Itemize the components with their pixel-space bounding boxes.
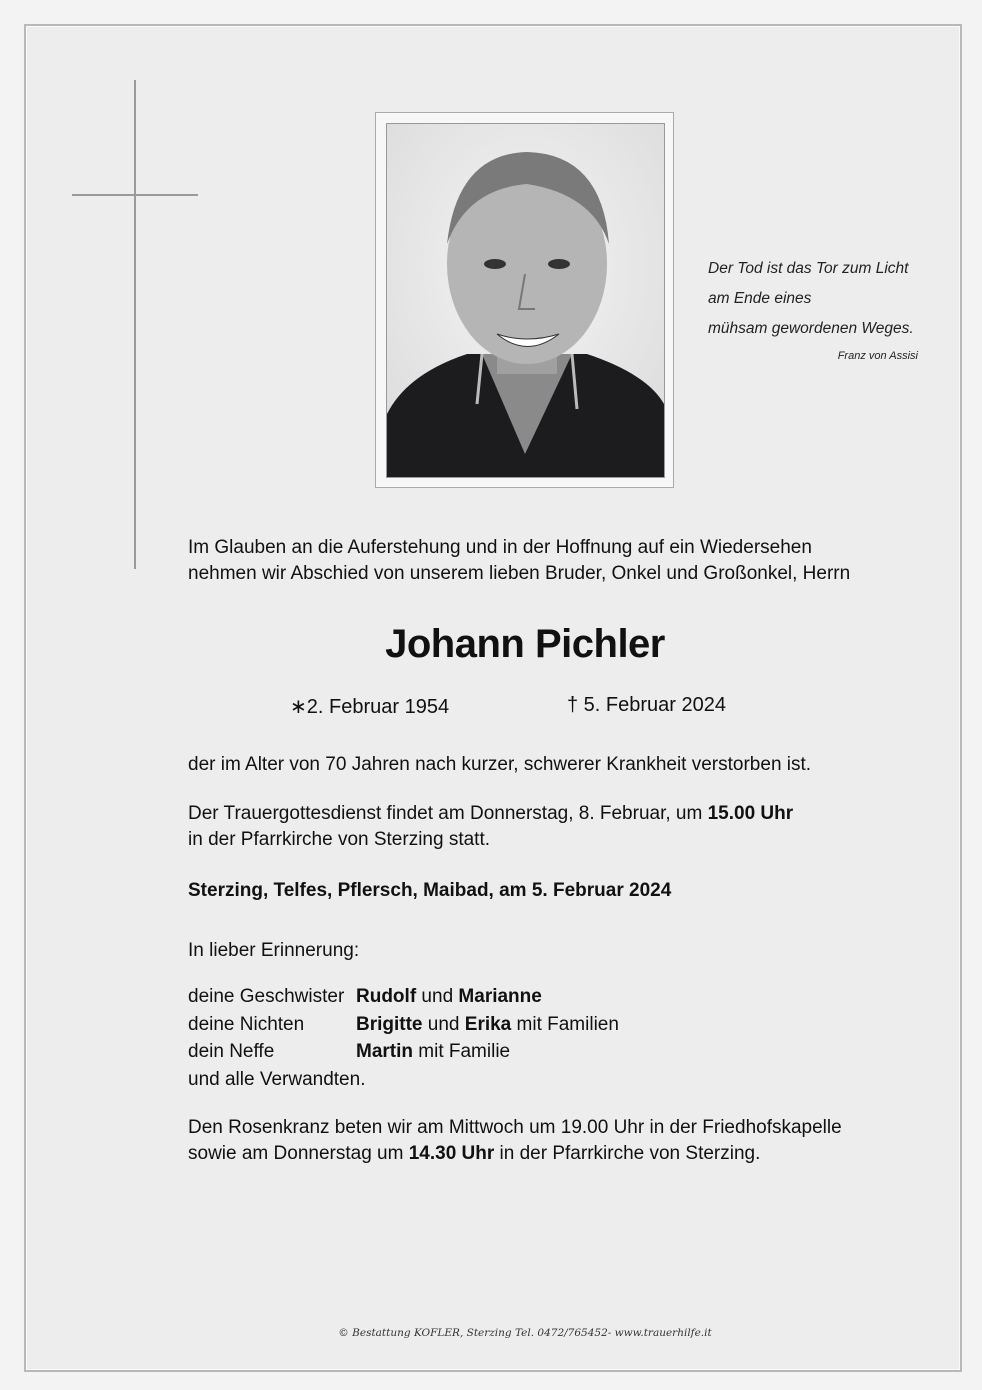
death-date: † 5. Februar 2024 (567, 694, 726, 716)
portrait-photo (386, 123, 665, 478)
quote-line: mühsam gewordenen Weges. (708, 320, 914, 337)
family-row: deine Nichten Brigitte und Erika mit Familien (188, 1013, 619, 1035)
intro-line: nehmen wir Abschied von unserem lieben Bruder, Onkel und Großonkel, Herrn (188, 563, 851, 584)
quote-line: am Ende eines (708, 290, 812, 307)
rosary-text: Den Rosenkranz beten wir am Mittwoch um 19.00 Uhr in der Friedhofskapelle sowie am Donnerstag um 14.30 Uhr in der Pfarrkirche von Sterzing. (188, 1117, 842, 1164)
remembrance-heading: In lieber Erinnerung: (188, 940, 360, 961)
intro-line: Im Glauben an die Auferstehung und in der Hoffnung auf ein Wiedersehen (188, 537, 812, 558)
cross-icon-bar (72, 194, 198, 196)
birth-date: ∗2. Februar 1954 (290, 696, 450, 718)
family-row: deine Geschwister Rudolf und Marianne (188, 986, 542, 1007)
service-text (188, 801, 793, 853)
rosary-line: Den Rosenkranz beten wir am Mittwoch um 19.00 Uhr in der Friedhofskapelle (188, 1117, 842, 1138)
footer-credit: © Bestattung KOFLER, Sterzing Tel. 0472/765452- www.trauerhilfe.it (338, 1327, 712, 1339)
family-row: dein Neffe Martin mit Familie (188, 1041, 511, 1062)
quote (708, 254, 918, 366)
place-date: Sterzing, Telfes, Pflersch, Maibad, am 5. Februar 2024 (188, 880, 672, 901)
relatives: und alle Verwandten. (188, 1068, 366, 1090)
quote-line: Der Tod ist das Tor zum Licht (708, 260, 909, 277)
cross-icon (134, 80, 136, 569)
portrait-frame (375, 112, 674, 488)
deceased-name: Johann Pichler (385, 622, 665, 666)
service-line: Der Trauergottesdienst findet am Donnerstag, 8. Februar, um (188, 803, 708, 824)
intro-text (188, 535, 850, 587)
quote-author: Franz von Assisi (837, 350, 918, 362)
rosary-time: 14.30 Uhr (408, 1143, 495, 1164)
service-time: 15.00 Uhr (707, 803, 794, 824)
family-list (188, 983, 619, 1093)
service-line: in der Pfarrkirche von Sterzing statt. (188, 829, 491, 850)
age-text: der im Alter von 70 Jahren nach kurzer, schwerer Krankheit verstorben ist. (188, 754, 812, 775)
